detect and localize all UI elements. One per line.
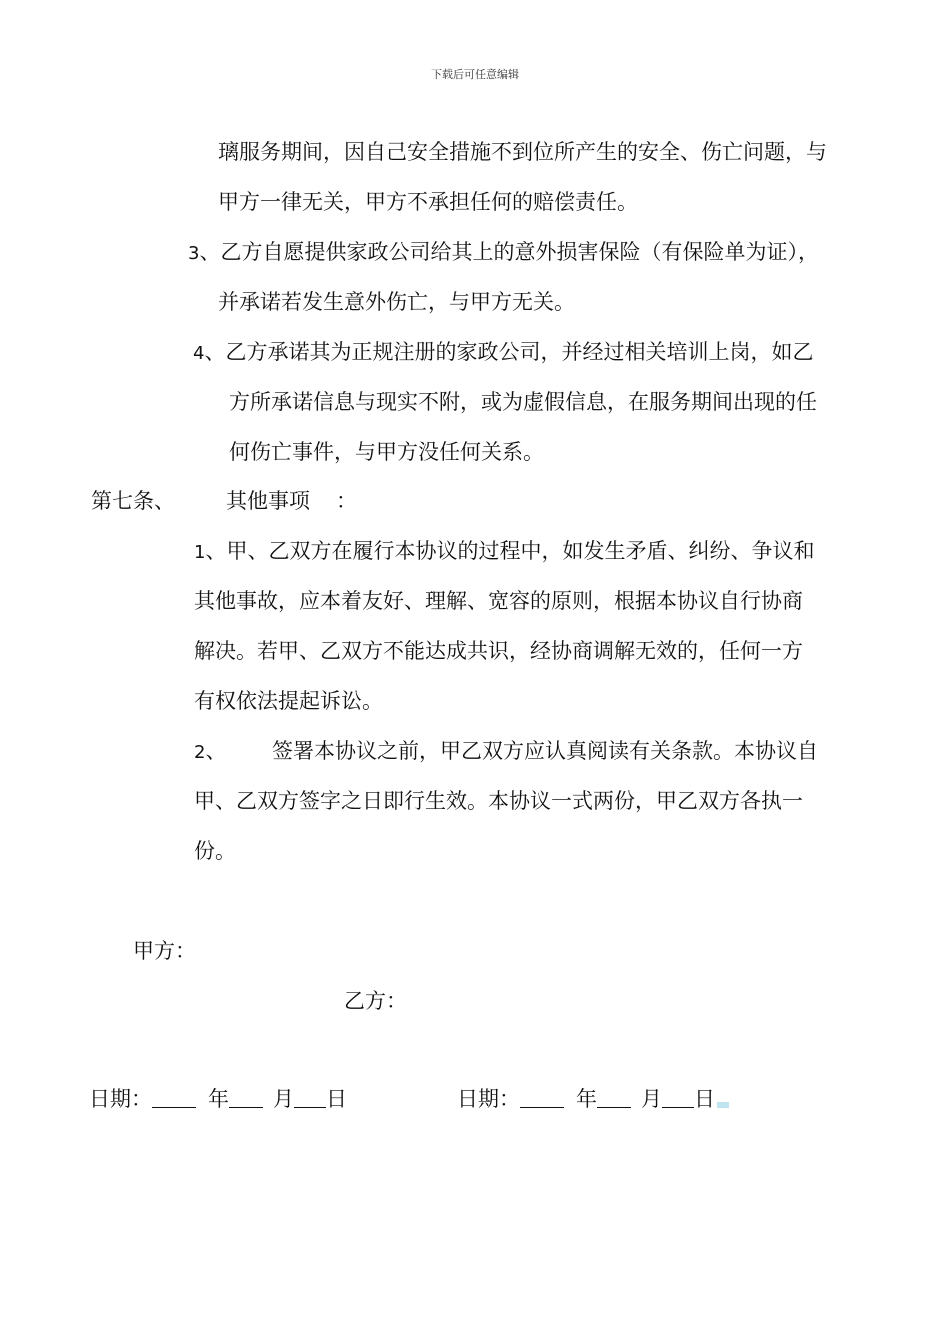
day-label-b: 日: [694, 1087, 715, 1111]
clause6-item3-line1: [188, 239, 819, 267]
clause7-item2-line2: 甲、乙双方签字之日即行生效。本协议一式两份，甲乙双方各执一: [194, 789, 803, 813]
clause6-item2-continuation-line1: 璃服务期间，因自己安全措施不到位所产生的安全、伤亡问题，与: [218, 140, 827, 164]
clause7-item1-number: 1: [194, 542, 206, 563]
day-label-a: 日: [326, 1087, 347, 1111]
year-blank-b[interactable]: [520, 1087, 564, 1108]
clause7-item1-line2: 其他事故，应本着友好、理解、宽容的原则，根据本协议自行协商: [194, 589, 803, 613]
clause7-item1-text: 、甲、乙双方在履行本协议的过程中，如发生矛盾、纠纷、争议和: [205, 539, 815, 563]
month-label-a: 月: [273, 1087, 294, 1111]
clause7-heading-title: 其他事项: [226, 489, 310, 513]
clause7-heading-label: 第七条、: [91, 489, 175, 513]
clause6-item4-line3: 何伤亡事件，与甲方没任何关系。: [229, 440, 544, 464]
clause6-item4-number: 4: [193, 343, 205, 364]
date-label-a: 日期：: [89, 1087, 152, 1111]
clause6-item2-continuation-line2: 甲方一律无关，甲方不承担任何的赔偿责任。: [218, 190, 638, 214]
clause6-item3-number: 3: [188, 243, 200, 264]
month-label-b: 月: [641, 1087, 662, 1111]
clause7-heading-colon: ：: [336, 489, 357, 513]
clause7-item2-line3: 份。: [194, 839, 236, 863]
page-header: 下载后可任意编辑: [431, 68, 519, 81]
year-blank-a[interactable]: [152, 1087, 196, 1108]
clause6-item3-line2: 并承诺若发生意外伤亡，与甲方无关。: [218, 290, 575, 314]
party-b-label: 乙方：: [344, 989, 407, 1013]
text-cursor-marker: [717, 1102, 729, 1108]
month-blank-a[interactable]: [229, 1087, 263, 1108]
year-label-b: 年: [576, 1087, 597, 1111]
party-a-label: 甲方：: [133, 939, 196, 963]
date-line-party-a: [89, 1086, 347, 1112]
day-blank-b[interactable]: [662, 1087, 694, 1108]
clause6-item3-text: 、乙方自愿提供家政公司给其上的意外损害保险（有保险单为证），: [199, 240, 819, 264]
clause6-item4-line2: 方所承诺信息与现实不附，或为虚假信息，在服务期间出现的任: [229, 390, 817, 414]
clause6-item4-line1: [193, 339, 813, 367]
year-label-a: 年: [208, 1087, 229, 1111]
clause7-item1-line3: 解决。若甲、乙双方不能达成共识，经协商调解无效的，任何一方: [194, 639, 803, 663]
clause7-item2-prefix: [194, 738, 226, 766]
date-label-b: 日期：: [457, 1087, 520, 1111]
clause7-item2-number: 2: [194, 742, 206, 763]
clause7-item2-line1: 签署本协议之前，甲乙双方应认真阅读有关条款。本协议自: [272, 739, 818, 763]
clause7-item2-separator: 、: [205, 739, 227, 763]
month-blank-b[interactable]: [597, 1087, 631, 1108]
clause7-item1-line1: [194, 538, 814, 566]
date-line-party-b: [457, 1086, 729, 1112]
clause6-item4-text: 、乙方承诺其为正规注册的家政公司，并经过相关培训上岗，如乙: [204, 340, 814, 364]
clause7-item1-line4: 有权依法提起诉讼。: [194, 689, 383, 713]
day-blank-a[interactable]: [294, 1087, 326, 1108]
